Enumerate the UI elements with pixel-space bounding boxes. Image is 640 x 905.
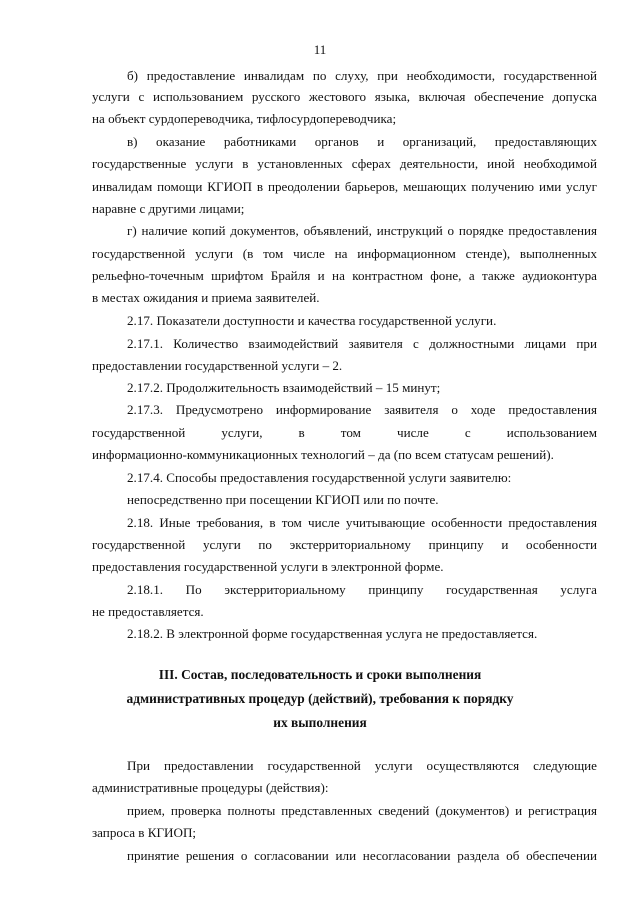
text-line: принятие решения о согласовании или несогласовании раздела об обеспечении — [127, 848, 597, 863]
text-line: не предоставляется. — [92, 604, 204, 619]
text-line: государственной услуги (в том числе на информационном стенде), выполненных — [92, 246, 597, 261]
text-line: административные процедуры (действия): — [92, 780, 329, 795]
text-line: б) предоставление инвалидам по слуху, при необходимости, государственной — [127, 68, 597, 83]
text-line: услуги с использованием русского жестового языка, включая обеспечение допуска — [92, 89, 597, 104]
page-number: 11 — [313, 42, 327, 57]
text-line: прием, проверка полноты представленных сведений (документов) и регистрация — [127, 803, 597, 818]
text-line: в) оказание работниками органов и организаций, предоставляющих — [127, 134, 597, 149]
section-heading-line: III. Состав, последовательность и сроки выполнения — [158, 667, 482, 682]
text-line: инвалидам помощи КГИОП в преодолении барьеров, мешающих получению ими услуг — [92, 179, 597, 194]
text-line: 2.17.1. Количество взаимодействий заявителя с должностными лицами при — [127, 336, 597, 351]
text-line: предоставления государственной услуги в электронной форме. — [92, 559, 444, 574]
text-line: 2.17.2. Продолжительность взаимодействий – 15 минут; — [127, 380, 441, 395]
text-line: 2.18. Иные требования, в том числе учитывающие особенности предоставления — [127, 515, 597, 530]
text-line: г) наличие копий документов, объявлений, инструкций о порядке предоставления — [127, 223, 597, 238]
section-heading-line: административных процедур (действий), требования к порядку — [126, 691, 514, 706]
text-line: в местах ожидания и приема заявителей. — [92, 290, 320, 305]
text-line: 2.18.2. В электронной форме государственная услуга не предоставляется. — [127, 626, 538, 641]
text-line: наравне с другими лицами; — [92, 201, 245, 216]
text-line: запроса в КГИОП; — [92, 825, 197, 840]
text-line: государственной услуги по экстерриториальному принципу и особенности — [92, 537, 597, 552]
text-line: 2.17.4. Способы предоставления государственной услуги заявителю: — [127, 470, 512, 485]
text-line: предоставлении государственной услуги – 2. — [92, 358, 343, 373]
text-line: государственной услуги, в том числе с использованием — [92, 425, 597, 440]
text-line: 2.18.1. По экстерриториальному принципу государственная услуга — [127, 582, 597, 597]
text-line: непосредственно при посещении КГИОП или по почте. — [127, 492, 439, 507]
section-heading-line: их выполнения — [273, 715, 367, 730]
text-line: 2.17. Показатели доступности и качества государственной услуги. — [127, 313, 497, 328]
text-line: информационно-коммуникационных технологий – да (по всем статусам решений). — [92, 447, 554, 462]
text-line: 2.17.3. Предусмотрено информирование заявителя о ходе предоставления — [127, 402, 597, 417]
text-line: на объект сурдопереводчика, тифлосурдопереводчика; — [92, 111, 397, 126]
text-line: рельефно-точечным шрифтом Брайля и на контрастном фоне, а также аудиоконтура — [92, 268, 597, 283]
text-line: При предоставлении государственной услуги осуществляются следующие — [127, 758, 597, 773]
text-line: государственные услуги в установленных сферах деятельности, иной необходимой — [92, 156, 597, 171]
